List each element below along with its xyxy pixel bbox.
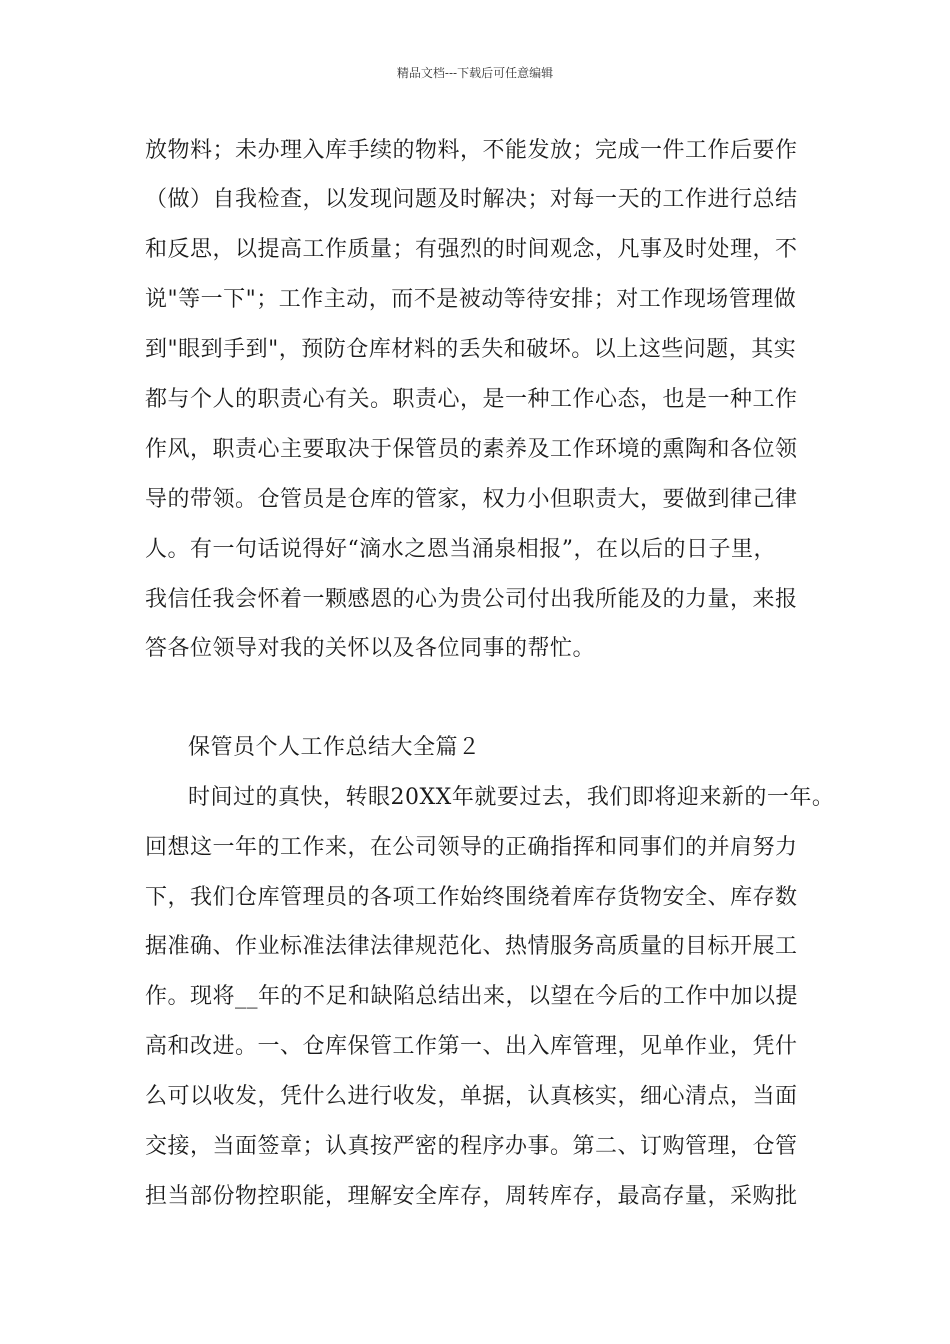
paragraph-line: 放物料；未办理入库手续的物料，不能发放；完成一件工作后要作 — [145, 138, 798, 163]
paragraph-line: 回想这一年的工作来，在公司领导的正确指挥和同事们的并肩努力 — [145, 835, 798, 860]
paragraph-line: 作。现将__年的不足和缺陷总结出来，以望在今后的工作中加以提 — [145, 984, 799, 1009]
paragraph-line: 作风，职责心主要取决于保管员的素养及工作环境的熏陶和各位领 — [145, 437, 798, 462]
paragraph-line: 答各位领导对我的关怀以及各位同事的帮忙。 — [145, 636, 596, 661]
paragraph-line: 导的带领。仓管员是仓库的管家，权力小但职责大，要做到律己律 — [145, 487, 798, 512]
section-title: 保管员个人工作总结大全篇２ — [188, 735, 481, 760]
paragraph-line: 和反思，以提高工作质量；有强烈的时间观念，凡事及时处理，不 — [145, 237, 798, 262]
paragraph-line: 说"等一下"；工作主动，而不是被动等待安排；对工作现场管理做 — [145, 287, 797, 312]
page-header: 精品文档---下载后可任意编辑 — [396, 66, 554, 80]
paragraph-line: 下，我们仓库管理员的各项工作始终围绕着库存货物安全、库存数 — [145, 885, 798, 910]
paragraph-line: 到"眼到手到"，预防仓库材料的丢失和破坏。以上这些问题，其实 — [145, 337, 797, 362]
paragraph-line: 人。有一句话说得好“滴水之恩当涌泉相报”，在以后的日子里， — [145, 537, 776, 562]
paragraph-line: 都与个人的职责心有关。职责心，是一种工作心态，也是一种工作 — [145, 387, 798, 412]
paragraph-first-line: 时间过的真快，转眼20XX年就要过去，我们即将迎来新的一年。 — [188, 785, 835, 810]
paragraph-line: 高和改进。一、仓库保管工作第一、出入库管理，见单作业，凭什 — [145, 1034, 798, 1059]
paragraph-line: 担当部份物控职能，理解安全库存，周转库存，最高存量，采购批 — [145, 1184, 798, 1209]
paragraph-line: （做）自我检查，以发现问题及时解决；对每一天的工作进行总结 — [145, 187, 798, 212]
paragraph-line: 交接，当面签章；认真按严密的程序办事。第二、订购管理，仓管 — [145, 1134, 798, 1159]
paragraph-line: 么可以收发，凭什么进行收发，单据，认真核实，细心清点，当面 — [145, 1084, 798, 1109]
paragraph-line: 我信任我会怀着一颗感恩的心为贵公司付出我所能及的力量，来报 — [145, 587, 798, 612]
paragraph-line: 据准确、作业标准法律法律规范化、热情服务高质量的目标开展工 — [145, 934, 798, 959]
